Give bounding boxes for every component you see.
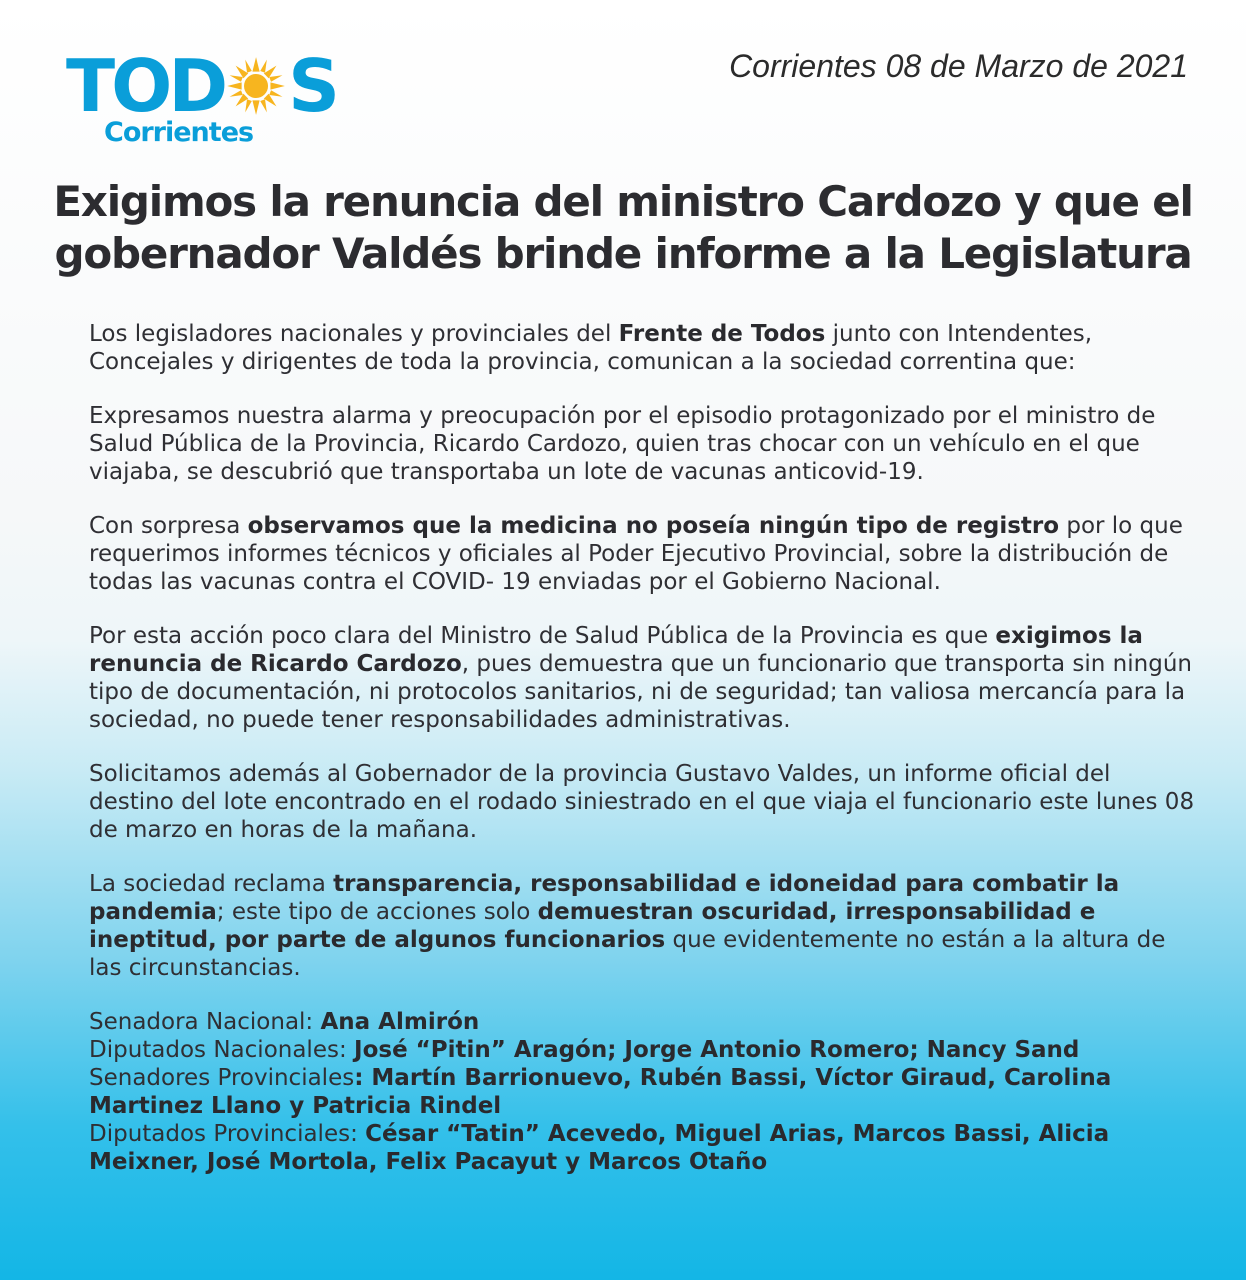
paragraph-society [89, 870, 1199, 982]
bold-run: demuestran oscuridad, irresponsabilidad e ineptitud, por parte de algunos funcionarios [89, 899, 1096, 953]
signature-names: César “Tatin” Acevedo, Miguel Arias, Marcos Bassi, Alicia Meixner, José Mortola, Felix Pacayut y Marcos Otaño [89, 1121, 1110, 1175]
bold-run: exigimos la renuncia de Ricardo Cardozo [89, 623, 1143, 677]
paragraph-resignation [89, 622, 1199, 734]
text-run: , pues demuestra que un funcionario que transporta sin ningún tipo de documentación, ni protocolos sanitarios, ni de seguridad; tan valiosa mercancía para la sociedad, no puede tener responsabilidades administrativas. [89, 651, 1192, 733]
text-run: Expresamos nuestra alarma y preocupación por el episodio protagonizado por el ministro de Salud Pública de la Provincia, Ricardo Cardozo, quien tras chocar con un vehículo en el que viajaba, se descubrió que transportaba un lote de vacunas anticovid-19. [89, 403, 1156, 485]
signature-role: Senadora Nacional: [89, 1009, 321, 1035]
signature-line [89, 1064, 1199, 1120]
document-date: Corrientes 08 de Marzo de 2021 [729, 48, 1188, 84]
text-run: La sociedad reclama [89, 871, 334, 897]
text-run: Los legisladores nacionales y provinciales del [89, 321, 619, 347]
text-run: Con sorpresa [89, 513, 248, 539]
text-run: Solicitamos además al Gobernador de la provincia Gustavo Valdes, un informe oficial del destino del lote encontrado en el rodado siniestrado en el que viaja el funcionario este lunes 08 de marzo en horas de la mañana. [89, 761, 1195, 843]
signature-line [89, 1036, 1199, 1064]
signature-line [89, 1008, 1199, 1036]
signature-line [89, 1120, 1199, 1176]
title-line-1: Exigimos la renuncia del ministro Cardozo y que el [53, 177, 1193, 226]
signature-role: Diputados Nacionales: [89, 1037, 355, 1063]
signatures [89, 1008, 1199, 1176]
text-run: que evidentemente no están a la altura de las circunstancias. [89, 927, 1166, 981]
signature-role: Senadores Provinciales [89, 1065, 355, 1091]
logo-text-s: S [288, 43, 336, 128]
page-title [40, 176, 1206, 280]
paragraph-intro [89, 320, 1199, 376]
text-run: ; este tipo de acciones solo [216, 899, 538, 925]
todos-corrientes-logo [66, 43, 336, 153]
title-line-2: gobernador Valdés brinde informe a la Legislatura [54, 229, 1192, 278]
signature-role: Diputados Provinciales: [89, 1121, 366, 1147]
text-run: por lo que requerimos informes técnicos y oficiales al Poder Ejecutivo Provincial, sobre la distribución de todas las vacunas contra el COVID- 19 enviadas por el Gobierno Nacional. [89, 513, 1183, 595]
text-run: Por esta acción poco clara del Ministro de Salud Pública de la Provincia es que [89, 623, 996, 649]
paragraph-registry [89, 512, 1199, 596]
sun-icon [226, 55, 286, 117]
logo-text-tod: TOD [66, 43, 225, 128]
logo-subtitle: Corrientes [104, 117, 254, 148]
signature-names: : Martín Barrionuevo, Rubén Bassi, Víctor Giraud, Carolina Martinez Llano y Patricia Rindel [89, 1065, 1112, 1119]
paragraph-alarm [89, 402, 1199, 486]
text-run: junto con Intendentes, Concejales y dirigentes de toda la provincia, comunican a la sociedad correntina que: [89, 321, 1093, 375]
signature-names: José “Pitin” Aragón; Jorge Antonio Romero; Nancy Sand [354, 1037, 1080, 1063]
signature-names: Ana Almirón [320, 1009, 480, 1035]
document-body [89, 320, 1199, 1176]
bold-run: transparencia, responsabilidad e idoneidad para combatir la pandemia [89, 871, 1120, 925]
bold-run: Frente de Todos [618, 321, 826, 347]
bold-run: observamos que la medicina no poseía ningún tipo de registro [247, 513, 1060, 539]
paragraph-report-request [89, 760, 1199, 844]
